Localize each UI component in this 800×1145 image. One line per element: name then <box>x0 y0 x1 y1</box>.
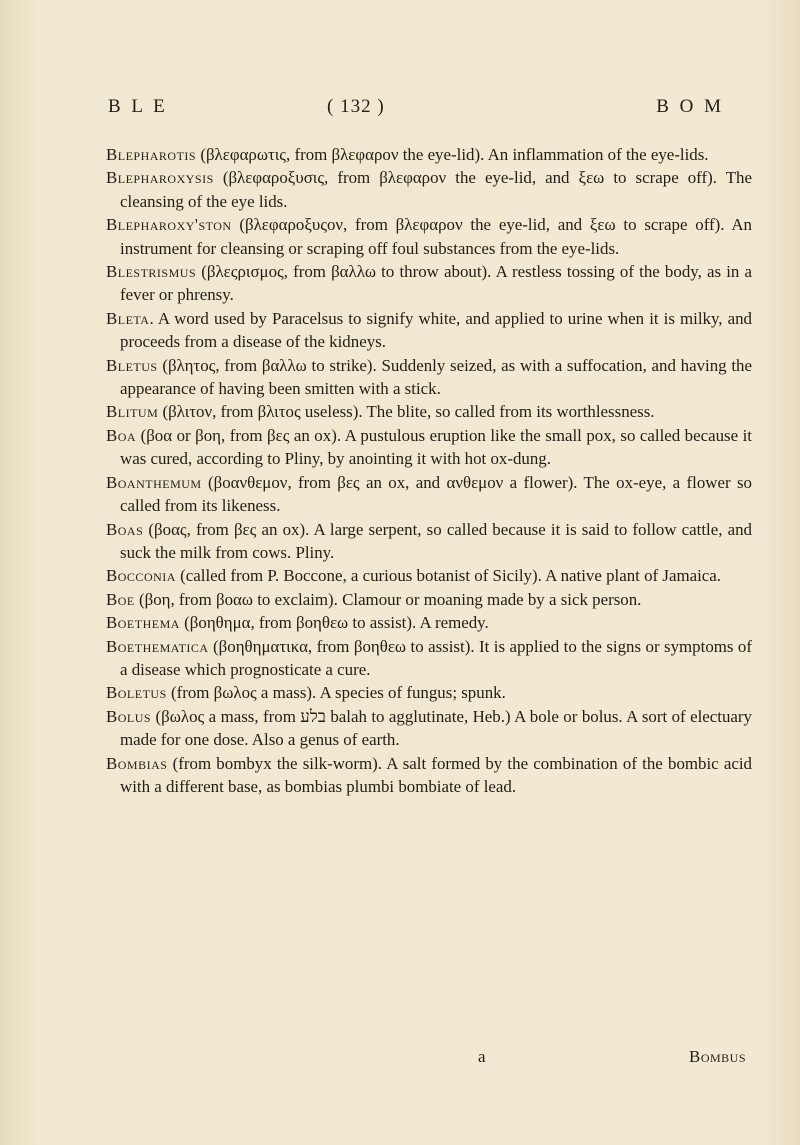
entry-headword: Bolus <box>106 706 152 726</box>
entry-headword: Blepharoxy'ston <box>106 215 232 235</box>
entry-bocconia <box>106 564 752 587</box>
entry-headword: Boa <box>106 425 137 445</box>
entry-text: (βωλος a mass, from בלע balah to agglutinate, Heb.) A bole or bolus. A sort of electuary made for one dose. Also a genus of earth. <box>120 706 753 750</box>
running-head <box>108 96 724 126</box>
page-footer <box>106 1047 746 1071</box>
entry-text: (from bombyx the silk-worm). A salt formed by the combination of the bombic acid with a different base, as bombias plumbi bombiate of lead. <box>120 753 752 796</box>
entry-text: (βλητος, from βαλλω to strike). Suddenly seized, as with a suffocation, and having the appearance of having been smitten with a stick. <box>120 355 752 399</box>
entry-text: (βοηθηματικα, from βοηθεω to assist). It is applied to the signs or symptoms of a disease which prognosticate a cure. <box>120 636 752 679</box>
page-number: ( 132 ) <box>327 96 385 117</box>
entry-headword: Boe <box>106 589 135 609</box>
entry-text: (βλεςρισμος, from βαλλω to throw about). A restless tossing of the body, as in a fever or phrensy. <box>120 262 752 305</box>
entry-text: (βλεφαροξυςον, from βλεφαρον the eye-lid, and ξεω to scrape off). An instrument for cleansing or scraping off foul substances from the eye-lids. <box>120 215 752 258</box>
entry-headword: Boas <box>106 519 144 539</box>
entry-blepharoxysis <box>106 166 752 213</box>
entry-boas <box>106 518 752 565</box>
entry-text: (βοας, from βες an ox). A large serpent, so called because it is said to follow cattle, and suck the milk from cows. Pliny. <box>120 519 752 562</box>
entry-boanthemum <box>106 471 752 518</box>
entry-text: (βοα or βοη, from βες an ox). A pustulous eruption like the small pox, so called because it was cured, according to Pliny, by anointing it with hot ox-dung. <box>120 425 752 469</box>
entry-headword: Blepharotis <box>106 145 197 164</box>
entry-bleta <box>106 307 752 354</box>
entry-boethematica <box>106 635 752 682</box>
entry-text: (βοηθημα, from βοηθεω to assist). A remedy. <box>179 613 489 633</box>
entry-bombias <box>106 752 752 799</box>
entry-bletus <box>106 354 752 401</box>
entry-boa <box>106 424 752 471</box>
entry-headword: Bleta <box>106 308 150 328</box>
entry-blitum <box>106 400 752 423</box>
entry-headword: Blestrismus <box>106 262 197 282</box>
entry-headword: Boethema <box>106 613 180 633</box>
signature-mark: a <box>478 1047 486 1066</box>
entry-blepharoxyston <box>106 213 752 260</box>
entry-text: (βλεφαροξυσις, from βλεφαρον the eye-lid, and ξεω to scrape off). The cleansing of the eye lids. <box>120 168 752 211</box>
entry-text: (βλιτον, from βλιτος useless). The blite, so called from its worthlessness. <box>158 402 655 422</box>
entry-headword: Boethematica <box>106 636 209 656</box>
entry-blestrismus <box>106 260 752 307</box>
entry-text: (called from P. Boccone, a curious botanist of Sicily). A native plant of Jamaica. <box>175 566 721 586</box>
running-head-left: B L E <box>108 96 168 117</box>
entry-boletus <box>106 681 752 704</box>
entry-headword: Bletus <box>106 355 158 375</box>
entry-text: (βοη, from βοαω to exclaim). Clamour or moaning made by a sick person. <box>134 589 642 609</box>
entry-bolus <box>106 705 752 752</box>
entry-headword: Boletus <box>106 683 167 703</box>
entry-text: (from βωλος a mass). A species of fungus; spunk. <box>166 683 506 703</box>
entry-headword: Bocconia <box>106 566 176 586</box>
catchword: Bombus <box>689 1047 746 1066</box>
entry-headword: Boanthemum <box>106 472 202 492</box>
entry-boe <box>106 588 752 611</box>
entry-headword: Blepharoxysis <box>106 168 214 188</box>
entry-text: . A word used by Paracelsus to signify white, and applied to urine when it is milky, and proceeds from a disease of the kidneys. <box>120 308 752 352</box>
entry-headword: Blitum <box>106 402 159 422</box>
entry-blepharotis <box>106 143 752 166</box>
entry-text: (βλεφαρωτις, from βλεφαρον the eye-lid). An inflammation of the eye-lids. <box>196 145 709 164</box>
running-head-right: B O M <box>656 96 724 117</box>
entry-text: (βοανθεμον, from βες an ox, and ανθεμον a flower). The ox-eye, a flower so called from its likeness. <box>120 472 752 516</box>
entry-list <box>106 143 752 798</box>
entry-boethema <box>106 611 752 634</box>
entry-headword: Bombias <box>106 753 168 773</box>
